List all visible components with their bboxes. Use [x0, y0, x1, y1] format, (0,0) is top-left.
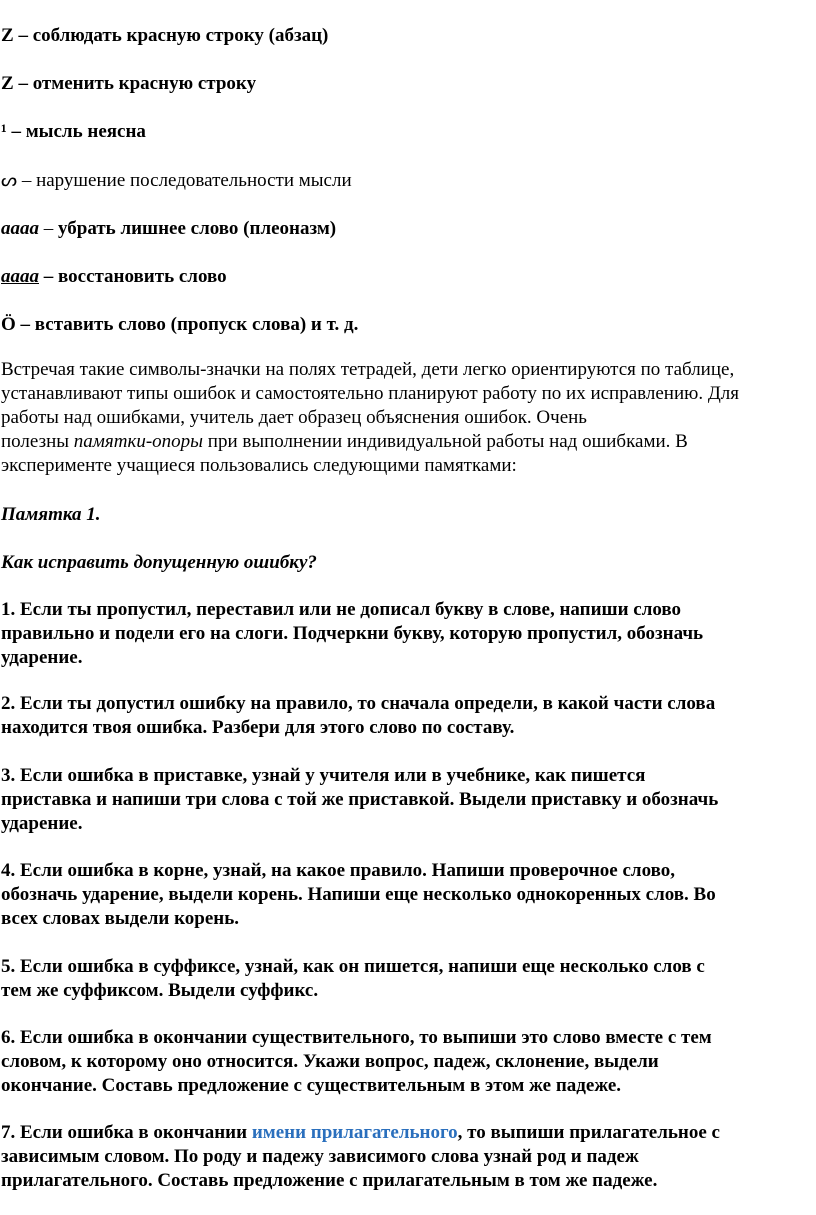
memo-line: 4. Если ошибка в корне, узнай, на какое правило. Напиши проверочное слово,	[1, 860, 675, 881]
memo-line: окончание. Составь предложение с существительным в этом же падеже.	[1, 1075, 622, 1096]
memo-line: 6. Если ошибка в окончании существительного, то выпиши это слово вместе с тем	[1, 1027, 712, 1048]
symbol-text: отменить красную строку	[32, 73, 257, 94]
symbol-text: нарушение последовательности мысли	[36, 170, 352, 191]
symbol-text: мысль неясна	[25, 121, 146, 142]
symbol-text: соблюдать красную строку (абзац)	[32, 25, 329, 46]
symbol-dash: –	[13, 25, 33, 46]
intro-line: Встречая такие символы-значки на полях тетрадей, дети легко ориентируются по таблице,	[1, 359, 735, 380]
memo-line: зависимым словом. По роду и падежу зависимого слова узнай род и падеж	[1, 1146, 639, 1167]
intro-line: устанавливают типы ошибок и самостоятельно планируют работу по их исправлению. Для	[1, 383, 740, 404]
intro-text: при выполнении индивидуальной работы над ошибками. В	[203, 431, 688, 452]
memo-line: тем же суффиксом. Выдели суффикс.	[1, 980, 319, 1001]
memo-item-6	[1, 1026, 813, 1098]
intro-line: эксперименте учащиеся пользовались следующими памятками:	[1, 455, 517, 476]
memo-line	[1, 1121, 813, 1145]
memo-item-5	[1, 955, 813, 1003]
symbol-line-restore	[1, 265, 227, 289]
memo-line: прилагательного. Составь предложение с прилагательным в том же падеже.	[1, 1170, 658, 1191]
symbol-mark: Z	[1, 25, 14, 46]
memo-line: 2. Если ты допустил ошибку на правило, то сначала определи, в какой части слова	[1, 693, 716, 714]
memo-text: 7. Если ошибка в окончании	[1, 1122, 252, 1143]
symbol-line-paragraph	[1, 24, 328, 48]
memo-item-2	[1, 692, 813, 740]
symbol-text: восстановить слово	[58, 266, 227, 287]
memo-item-1	[1, 598, 813, 670]
symbol-mark: ¹	[1, 121, 7, 142]
symbol-dash: –	[15, 314, 35, 335]
symbol-text: вставить слово (пропуск слова) и т. д.	[34, 314, 359, 335]
memo-item-3	[1, 764, 813, 836]
symbol-line-insert	[1, 313, 358, 337]
symbol-text: убрать лишнее слово (плеоназм)	[58, 218, 337, 239]
memo-line: обозначь ударение, выдели корень. Напиши еще несколько однокоренных слов. Во	[1, 884, 716, 905]
adjective-link[interactable]: имени прилагательного	[251, 1122, 458, 1143]
symbol-dash: –	[17, 170, 37, 191]
memo-item-4	[1, 859, 813, 931]
memo-line: правильно и подели его на слоги. Подчеркни букву, которую пропустил, обозначь	[1, 623, 704, 644]
memo-line: 1. Если ты пропустил, переставил или не дописал букву в слове, напиши слово	[1, 599, 682, 620]
symbol-dash: –	[39, 218, 58, 239]
symbol-line-pleonasm	[1, 217, 336, 241]
intro-text: полезны	[1, 431, 74, 452]
symbol-dash: –	[6, 121, 26, 142]
memo-line: словом, к которому оно относится. Укажи вопрос, падеж, склонение, выдели	[1, 1051, 659, 1072]
symbol-line-cancel-paragraph	[1, 72, 256, 96]
symbol-mark: Ö	[1, 314, 16, 335]
symbol-mark: аааа	[1, 218, 39, 239]
intro-emphasis: памятки-опоры	[73, 431, 204, 452]
sequence-mark-icon: ᔕ	[1, 170, 18, 191]
memo-line: ударение.	[1, 813, 83, 834]
symbol-line-sequence	[1, 169, 352, 193]
memo-line: 3. Если ошибка в приставке, узнай у учителя или в учебнике, как пишется	[1, 765, 646, 786]
symbol-line-unclear	[1, 120, 146, 144]
symbol-mark: Z	[1, 73, 14, 94]
memo-text: , то выпиши прилагательное с	[457, 1122, 720, 1143]
memo-line: находится твоя ошибка. Разбери для этого слово по составу.	[1, 717, 515, 738]
intro-line: работы над ошибками, учитель дает образец объяснения ошибок. Очень	[1, 407, 587, 428]
memo-title: Памятка 1.	[1, 504, 101, 525]
memo-question: Как исправить допущенную ошибку?	[1, 552, 317, 573]
memo-line: 5. Если ошибка в суффиксе, узнай, как он пишется, напиши еще несколько слов с	[1, 956, 705, 977]
memo-line: приставка и напиши три слова с той же приставкой. Выдели приставку и обозначь	[1, 789, 719, 810]
memo-line: всех словах выдели корень.	[1, 908, 240, 929]
symbol-dash: –	[13, 73, 33, 94]
intro-paragraph	[1, 358, 813, 478]
intro-line	[1, 430, 813, 454]
symbol-dash: –	[39, 266, 58, 287]
symbol-mark: аааа	[1, 266, 39, 287]
memo-line: ударение.	[1, 647, 83, 668]
memo-item-7	[1, 1121, 813, 1193]
